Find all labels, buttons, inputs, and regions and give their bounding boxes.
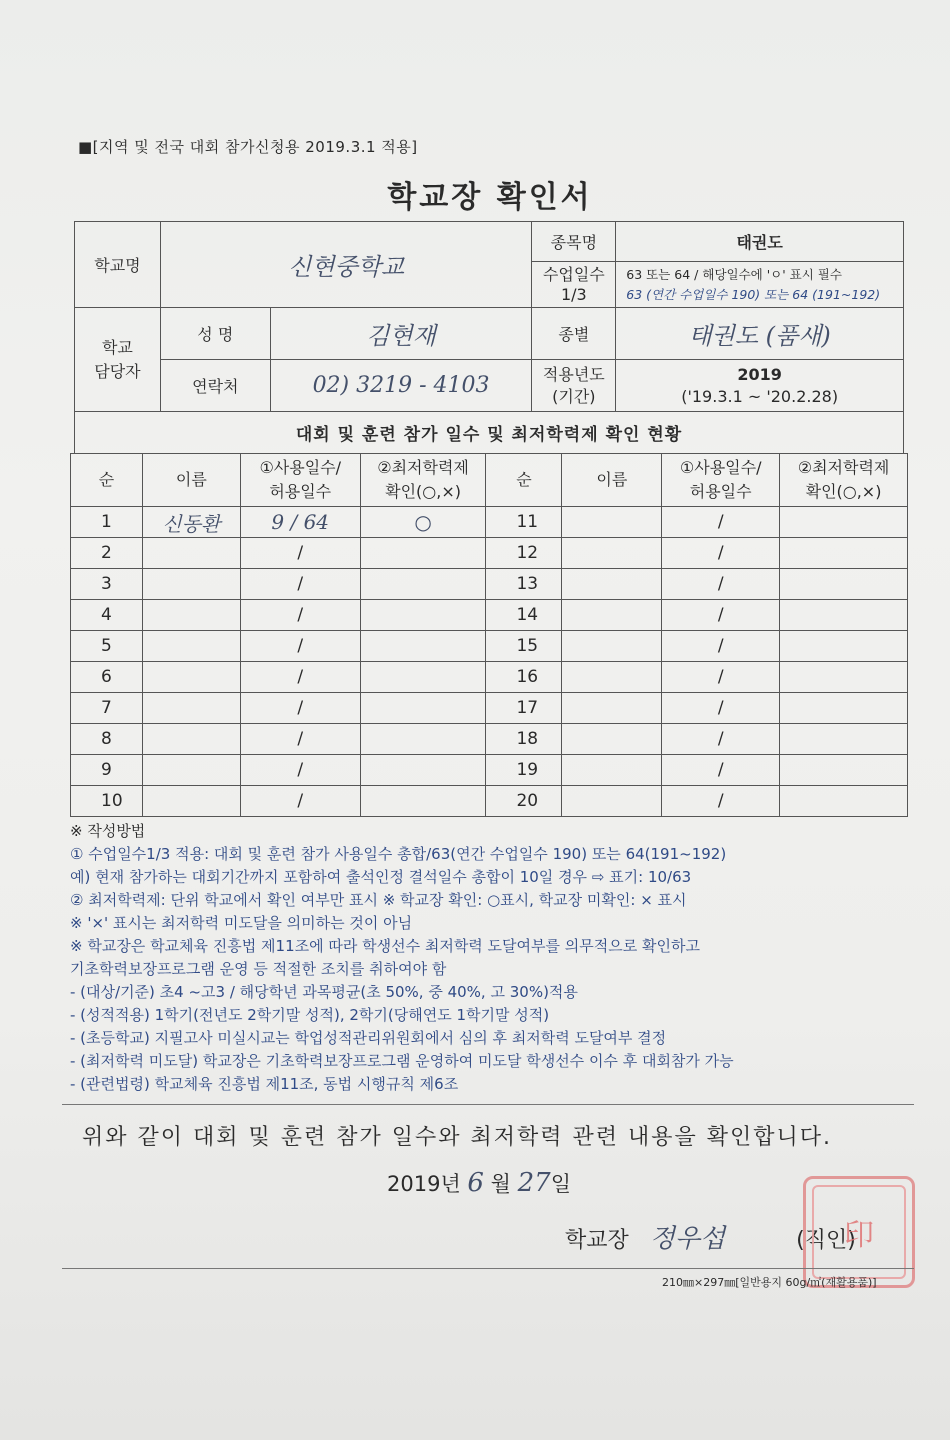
table-row: [71, 538, 908, 569]
contact-value: 02) 3219 - 4103: [270, 360, 532, 412]
row-check: [360, 755, 486, 786]
row-check: [360, 693, 486, 724]
participation-grid: [70, 453, 908, 817]
row-name: [142, 724, 240, 755]
row-check: [360, 569, 486, 600]
row-name: 신동환: [142, 507, 240, 538]
note-line: - (관련법령) 학교체육 진흥법 제11조, 동법 시행규칙 제6조: [70, 1075, 459, 1093]
table-row: [71, 662, 908, 693]
note-line: ※ 학교장은 학교체육 진흥법 제11조에 따라 학생선수 최저학력 도달여부를 의무적으로 확인하고: [70, 937, 700, 955]
days-note-1: 63 또는 64 / 해당일수에 'ㅇ' 표시 필수: [626, 266, 842, 282]
row-check: [780, 600, 908, 631]
col-check-2: 확인(○,×): [385, 482, 461, 501]
year-value: 2019: [737, 364, 782, 384]
name-value: 김현재: [270, 308, 532, 360]
year-label-2: (기간): [552, 386, 596, 406]
date-day-value: 27: [517, 1168, 551, 1198]
col-days-2: 허용일수: [689, 482, 752, 501]
info-table: [74, 221, 904, 454]
row-check: [780, 538, 908, 569]
row-check: [780, 693, 908, 724]
table-row: [71, 724, 908, 755]
row-days: /: [240, 538, 360, 569]
row-check: [360, 786, 486, 817]
event-value: 태권도: [616, 222, 904, 262]
row-days: /: [662, 569, 780, 600]
row-number: 7: [71, 693, 143, 724]
note-line: - (최저학력 미도달) 학교장은 기초학력보장프로그램 운영하여 미도달 학생선수 이수 후 대회참가 가능: [70, 1052, 734, 1070]
table-row: [71, 507, 908, 538]
row-check: [780, 755, 908, 786]
row-check: [360, 538, 486, 569]
year-period: ('19.3.1 ~ '20.2.28): [681, 386, 839, 406]
table-row: [71, 786, 908, 817]
school-value: 신현중학교: [160, 222, 532, 308]
row-days: /: [240, 662, 360, 693]
row-number: 13: [486, 569, 562, 600]
row-days: /: [662, 600, 780, 631]
school-label: 학교명: [75, 222, 161, 308]
row-number: 2: [71, 538, 143, 569]
row-days: /: [240, 631, 360, 662]
row-number: 9: [71, 755, 143, 786]
note-line: ① 수업일수1/3 적용: 대회 및 훈련 참가 사용일수 총합/63(연간 수업일수 190) 또는 64(191~192): [70, 845, 727, 863]
notes-section: [70, 820, 734, 1096]
row-name: [562, 631, 662, 662]
row-days: /: [240, 600, 360, 631]
row-days: /: [240, 693, 360, 724]
row-name: [562, 507, 662, 538]
event-label: 종목명: [532, 222, 616, 262]
form-version-note: ■[지역 및 전국 대회 참가신청용 2019.3.1 적용]: [78, 138, 418, 156]
date-day-label: 일: [550, 1172, 572, 1196]
row-check: [360, 662, 486, 693]
note-line: ※ 작성방법: [70, 822, 146, 840]
row-days: 9 / 64: [240, 507, 360, 538]
table-row: [71, 631, 908, 662]
row-number: 6: [71, 662, 143, 693]
row-number: 4: [71, 600, 143, 631]
note-line: ② 최저학력제: 단위 학교에서 확인 여부만 표시 ※ 학교장 확인: ○표시, 학교장 미확인: × 표시: [70, 891, 687, 909]
row-days: /: [662, 755, 780, 786]
date-month-label: 월: [490, 1172, 511, 1196]
row-check: [360, 631, 486, 662]
days-label-2: 1/3: [560, 284, 587, 304]
seal-icon: 印: [812, 1185, 906, 1279]
col-check-1: ②최저학력제: [377, 458, 469, 477]
row-name: [142, 631, 240, 662]
row-days: /: [662, 507, 780, 538]
row-name: [562, 538, 662, 569]
date-month-value: 6: [467, 1168, 484, 1198]
row-name: [142, 662, 240, 693]
staff-label-2: 담당자: [94, 361, 141, 381]
row-name: [562, 693, 662, 724]
row-number: 18: [486, 724, 562, 755]
row-name: [142, 538, 240, 569]
row-days: /: [240, 786, 360, 817]
confirm-text: 위와 같이 대회 및 훈련 참가 일수와 최저학력 관련 내용을 확인합니다.: [82, 1125, 832, 1150]
col-no: 순: [486, 454, 562, 507]
row-days: /: [240, 755, 360, 786]
row-number: 20: [486, 786, 562, 817]
row-number: 19: [486, 755, 562, 786]
row-check: [780, 507, 908, 538]
col-name: 이름: [562, 454, 662, 507]
note-line: - (초등학교) 지필고사 미실시교는 학업성적관리위원회에서 심의 후 최저학력 도달여부 결정: [70, 1029, 667, 1047]
row-days: /: [662, 662, 780, 693]
col-no: 순: [71, 454, 143, 507]
row-check: [780, 631, 908, 662]
days-note-2: 63 (연간 수업일수 190) 또는 64 (191~192): [626, 286, 881, 302]
row-number: 12: [486, 538, 562, 569]
row-name: [142, 600, 240, 631]
table-row: [71, 600, 908, 631]
principal-signature: 정우섭: [649, 1224, 726, 1254]
table-row: [71, 569, 908, 600]
principal-label: 학교장: [565, 1228, 629, 1253]
row-days: /: [240, 569, 360, 600]
row-name: [142, 786, 240, 817]
row-check: [780, 724, 908, 755]
col-days-1: ①사용일수/: [259, 458, 341, 477]
row-number: 16: [486, 662, 562, 693]
divider: [62, 1268, 914, 1269]
row-days: /: [662, 693, 780, 724]
row-number: 3: [71, 569, 143, 600]
divider: [62, 1104, 914, 1105]
row-number: 10: [71, 786, 143, 817]
row-name: [562, 755, 662, 786]
row-name: [142, 569, 240, 600]
row-number: 1: [71, 507, 143, 538]
days-label-1: 수업일수: [542, 264, 605, 284]
col-check-1: ②최저학력제: [797, 458, 890, 477]
name-label: 성 명: [160, 308, 270, 360]
date-line: [387, 1168, 571, 1198]
row-name: [562, 724, 662, 755]
row-check: [780, 786, 908, 817]
row-number: 5: [71, 631, 143, 662]
row-days: /: [240, 724, 360, 755]
row-number: 15: [486, 631, 562, 662]
col-days-1: ①사용일수/: [679, 458, 762, 477]
row-name: [142, 693, 240, 724]
date-year: 2019년: [387, 1172, 461, 1196]
row-name: [562, 600, 662, 631]
row-check: [360, 600, 486, 631]
row-number: 8: [71, 724, 143, 755]
col-days-2: 허용일수: [269, 482, 332, 501]
note-line: 기초학력보장프로그램 운영 등 적절한 조치를 취하여야 함: [70, 960, 447, 978]
note-line: ※ '×' 표시는 최저학력 미도달을 의미하는 것이 아님: [70, 914, 413, 932]
official-seal-label: (직인): [796, 1228, 856, 1253]
type-value: 태권도 (품새): [616, 308, 904, 360]
row-name: [562, 569, 662, 600]
type-label: 종별: [532, 308, 616, 360]
row-check: [780, 569, 908, 600]
note-line: - (성적적용) 1학기(전년도 2학기말 성적), 2학기(당해연도 1학기말 성적): [70, 1006, 550, 1024]
row-check: ○: [360, 507, 486, 538]
document-title: 학교장 확인서: [387, 180, 593, 215]
row-name: [562, 662, 662, 693]
row-number: 17: [486, 693, 562, 724]
official-seal-stamp: [803, 1176, 915, 1288]
staff-label-1: 학교: [101, 337, 133, 357]
row-name: [142, 755, 240, 786]
contact-label: 연락처: [160, 360, 270, 412]
row-number: 11: [486, 507, 562, 538]
row-number: 14: [486, 600, 562, 631]
col-check-2: 확인(○,×): [805, 482, 882, 501]
row-days: /: [662, 724, 780, 755]
row-days: /: [662, 786, 780, 817]
col-name: 이름: [142, 454, 240, 507]
table-row: [71, 693, 908, 724]
row-check: [780, 662, 908, 693]
row-check: [360, 724, 486, 755]
row-days: /: [662, 538, 780, 569]
status-title: 대회 및 훈련 참가 일수 및 최저학력제 확인 현황: [75, 412, 904, 454]
row-days: /: [662, 631, 780, 662]
note-line: 예) 현재 참가하는 대회기간까지 포함하여 출석인정 결석일수 총합이 10일 경우 ⇨ 표기: 10/63: [70, 868, 692, 886]
year-label-1: 적용년도: [542, 364, 605, 384]
paper-spec: 210㎜×297㎜[일반용지 60g/㎡(재활용품)]: [662, 1276, 877, 1289]
row-name: [562, 786, 662, 817]
table-row: [71, 755, 908, 786]
note-line: - (대상/기준) 초4 ~고3 / 해당학년 과목평균(초 50%, 중 40%, 고 30%)적용: [70, 983, 578, 1001]
